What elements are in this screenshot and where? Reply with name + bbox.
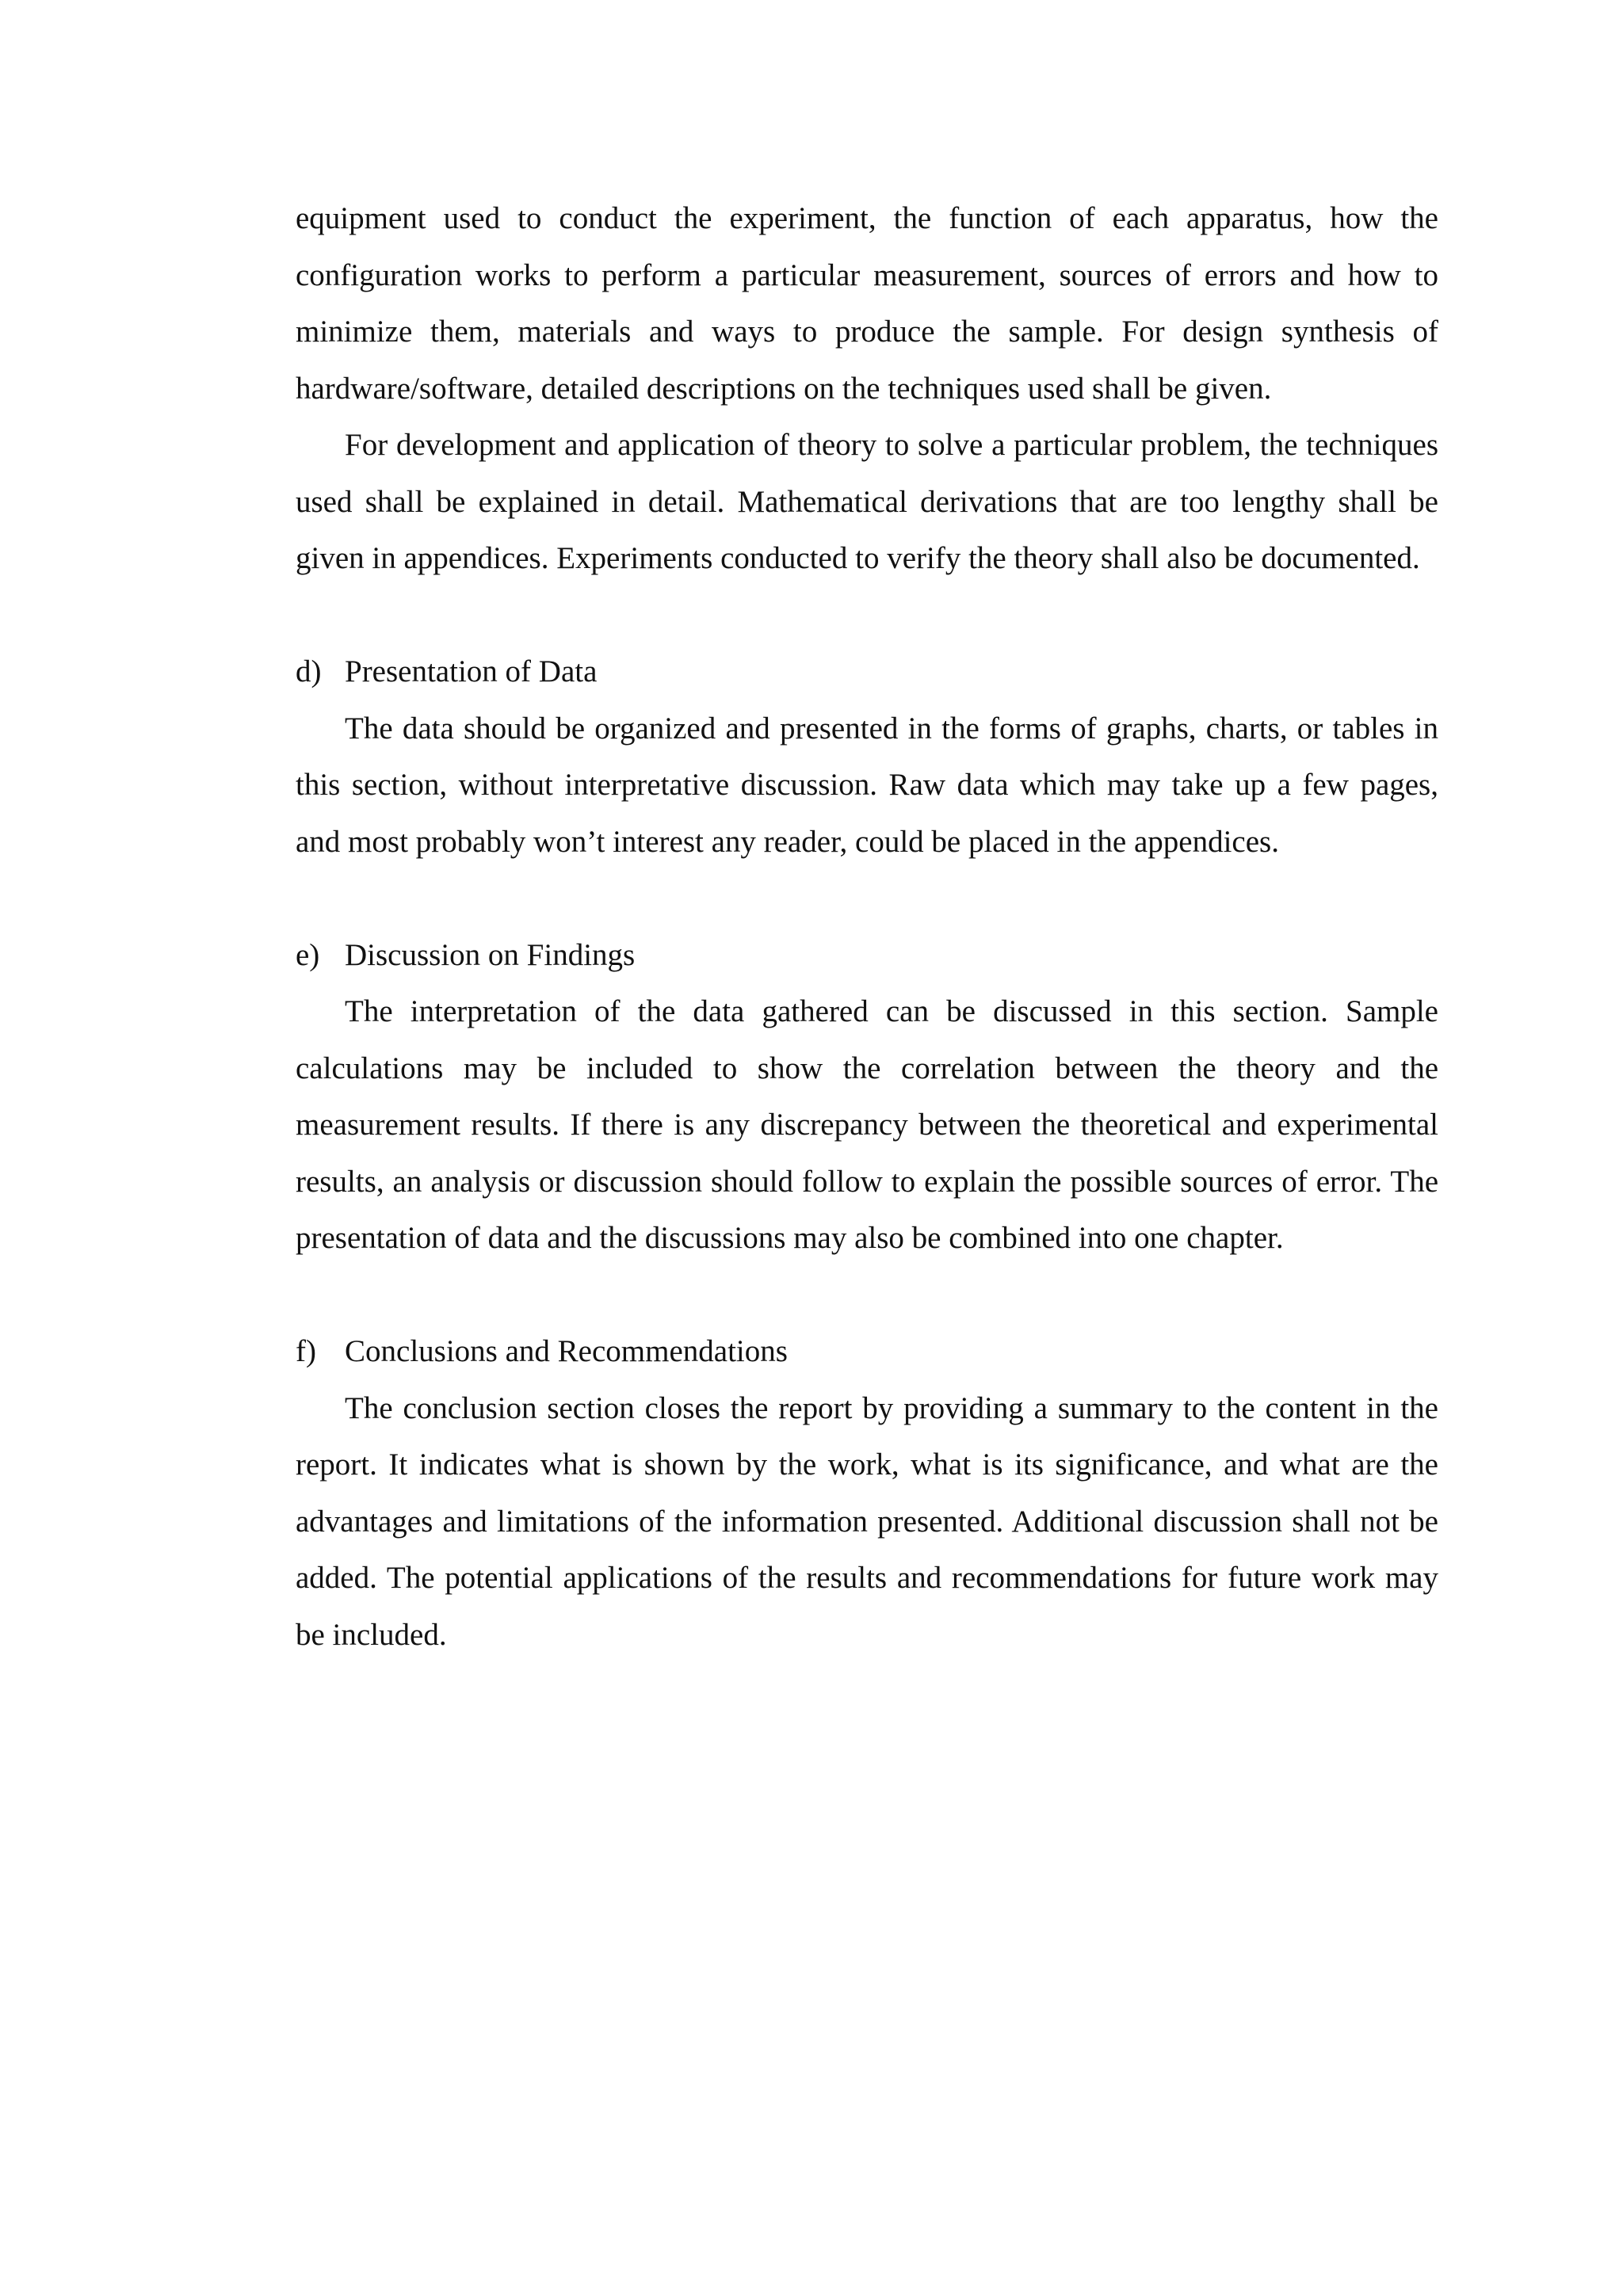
section-marker: f) bbox=[296, 1334, 316, 1368]
section-body-presentation-of-data: The data should be organized and presented in the forms of graphs, charts, or tables in this section, without interpretative discussion. Raw data which may take up a few pages, and most probably won’t interest any reader, could be placed in the appendices. bbox=[296, 711, 1438, 859]
section-title: Conclusions and Recommendations bbox=[345, 1334, 788, 1368]
section-spacer bbox=[296, 1267, 1438, 1324]
paragraph-equipment: equipment used to conduct the experiment, the function of each apparatus, how the configuration works to perform a particular measurement, sources of errors and how to minimize them, materials and ways to produce the sample. For design synthesis of hardware/software, detailed descriptions on the techniques used shall be given. bbox=[296, 201, 1438, 406]
section-title: Discussion on Findings bbox=[345, 937, 636, 972]
section-marker: d) bbox=[296, 654, 322, 688]
section-heading-discussion-on-findings bbox=[296, 927, 1438, 984]
section-marker: e) bbox=[296, 937, 320, 972]
section-body-conclusions: The conclusion section closes the report by providing a summary to the content in the report. It indicates what is shown by the work, what is its significance, and what are the advantages and limitations of the information presented. Additional discussion shall not be added. The potential applications of the results and recommendations for future work may be included. bbox=[296, 1390, 1438, 1652]
document-page bbox=[296, 190, 1438, 1663]
paragraph-theory: For development and application of theory to solve a particular problem, the techniques used shall be explained in detail. Mathematical derivations that are too lengthy shall be given in appendices. Experiments conducted to verify the theory shall also be documented. bbox=[296, 428, 1438, 575]
section-heading-conclusions bbox=[296, 1323, 1438, 1380]
section-title: Presentation of Data bbox=[345, 654, 598, 688]
section-spacer bbox=[296, 587, 1438, 644]
section-spacer bbox=[296, 870, 1438, 927]
section-body-discussion-on-findings: The interpretation of the data gathered can be discussed in this section. Sample calculations may be included to show the correlation between the theory and the measurement results. If there is any discrepancy between the theoretical and experimental results, an analysis or discussion should follow to explain the possible sources of error. The presentation of data and the discussions may also be combined into one chapter. bbox=[296, 994, 1438, 1255]
section-heading-presentation-of-data bbox=[296, 643, 1438, 700]
